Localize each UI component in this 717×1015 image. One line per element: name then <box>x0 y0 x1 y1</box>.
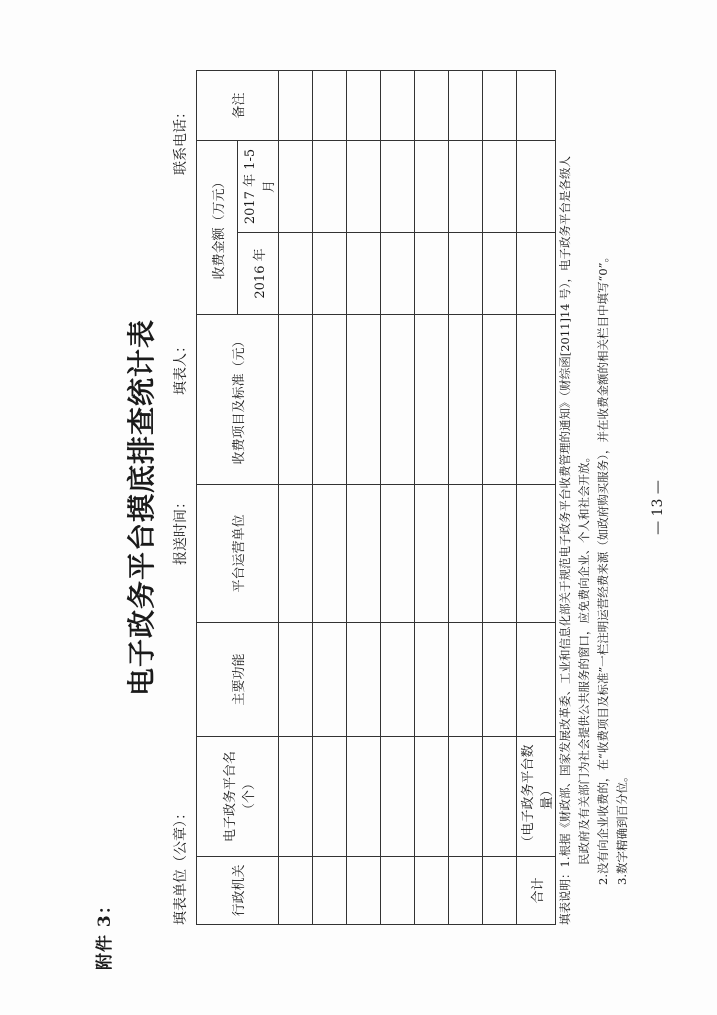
cell <box>483 737 517 857</box>
cell <box>517 140 556 232</box>
cell <box>279 857 313 925</box>
cell <box>313 857 347 925</box>
table-row <box>279 70 313 924</box>
cell <box>483 70 517 140</box>
cell <box>347 737 381 857</box>
cell <box>381 315 415 485</box>
cell <box>449 233 483 315</box>
cell <box>313 70 347 140</box>
cell <box>483 485 517 623</box>
cell <box>415 233 449 315</box>
note-line-2: 2.没有向企业收费的，在“收费项目及标准”一栏注明运营经费来源（如政府购买服务），并在收费金额的相关栏目中填写“0”。 <box>596 250 610 885</box>
statistics-table <box>196 70 556 925</box>
header-year-2017: 2017 年 1-5 月 <box>238 140 279 232</box>
cell <box>449 70 483 140</box>
cell <box>347 140 381 232</box>
header-year-2016: 2016 年 <box>238 233 279 315</box>
cell <box>347 623 381 737</box>
cell <box>517 315 556 485</box>
cell <box>381 737 415 857</box>
cell <box>313 485 347 623</box>
cell <box>279 315 313 485</box>
cell <box>449 623 483 737</box>
cell <box>347 485 381 623</box>
note-line-3: 3.数字精确到百分位。 <box>615 770 629 885</box>
cell <box>381 623 415 737</box>
header-remarks: 备注 <box>197 70 279 140</box>
cell <box>279 485 313 623</box>
header-fee-amount: 收费金额（万元） <box>197 140 238 314</box>
header-agency: 行政机关 <box>197 857 279 925</box>
attachment-label: 附件 3： <box>95 896 115 970</box>
cell <box>483 233 517 315</box>
cell <box>415 485 449 623</box>
cell <box>381 140 415 232</box>
header-fee-items: 收费项目及标准（元） <box>197 315 279 485</box>
total-label: 合计 <box>517 857 556 925</box>
fill-instructions <box>556 25 632 925</box>
cell <box>449 485 483 623</box>
cell <box>381 485 415 623</box>
cell <box>279 737 313 857</box>
note-line-1-continued: 民政府及有关部门为社会提供公共服务的窗口，应免费向企业、个人和社会开放。 <box>577 451 591 865</box>
cell <box>449 857 483 925</box>
table-row <box>347 70 381 924</box>
cell <box>347 70 381 140</box>
table-row <box>381 70 415 924</box>
cell <box>347 857 381 925</box>
cell <box>483 315 517 485</box>
meta-filler: 填表人： <box>173 339 189 395</box>
cell <box>415 140 449 232</box>
cell <box>415 857 449 925</box>
table-row <box>313 70 347 924</box>
header-platform-name: 电子政务平台名（个） <box>197 737 279 857</box>
cell <box>449 140 483 232</box>
table-row <box>415 70 449 924</box>
cell <box>381 70 415 140</box>
cell <box>279 623 313 737</box>
table-row <box>449 70 483 924</box>
cell <box>279 233 313 315</box>
total-row <box>517 70 556 924</box>
cell <box>483 857 517 925</box>
cell <box>313 315 347 485</box>
cell <box>449 737 483 857</box>
cell <box>347 315 381 485</box>
cell <box>517 70 556 140</box>
page-number: — 13 — <box>650 480 666 535</box>
cell <box>517 233 556 315</box>
cell <box>415 70 449 140</box>
cell <box>517 485 556 623</box>
cell <box>415 623 449 737</box>
cell <box>279 140 313 232</box>
cell <box>381 233 415 315</box>
cell <box>313 233 347 315</box>
header-main-function: 主要功能 <box>197 623 279 737</box>
total-platform-count: （电子政务平台数量） <box>517 737 556 857</box>
meta-time: 报送时间： <box>173 495 189 565</box>
cell <box>381 857 415 925</box>
cell <box>347 233 381 315</box>
form-title: 电子政务平台摸底排查统计表 <box>125 319 158 697</box>
cell <box>415 315 449 485</box>
cell <box>313 623 347 737</box>
cell <box>415 737 449 857</box>
cell <box>483 140 517 232</box>
cell <box>449 315 483 485</box>
header-operator: 平台运营单位 <box>197 485 279 623</box>
cell <box>483 623 517 737</box>
cell <box>517 623 556 737</box>
cell <box>313 737 347 857</box>
meta-phone: 联系电话： <box>173 105 189 175</box>
table-row <box>483 70 517 924</box>
cell <box>313 140 347 232</box>
note-line-1: 填表说明：1.根据《财政部、国家发展改革委、工业和信息化部关于规范电子政务平台收费管理的通知》（财综函[2011]14 号），电子政务平台是各级人 <box>558 156 572 925</box>
cell <box>279 70 313 140</box>
meta-unit: 填表单位（公章）： <box>173 806 189 925</box>
